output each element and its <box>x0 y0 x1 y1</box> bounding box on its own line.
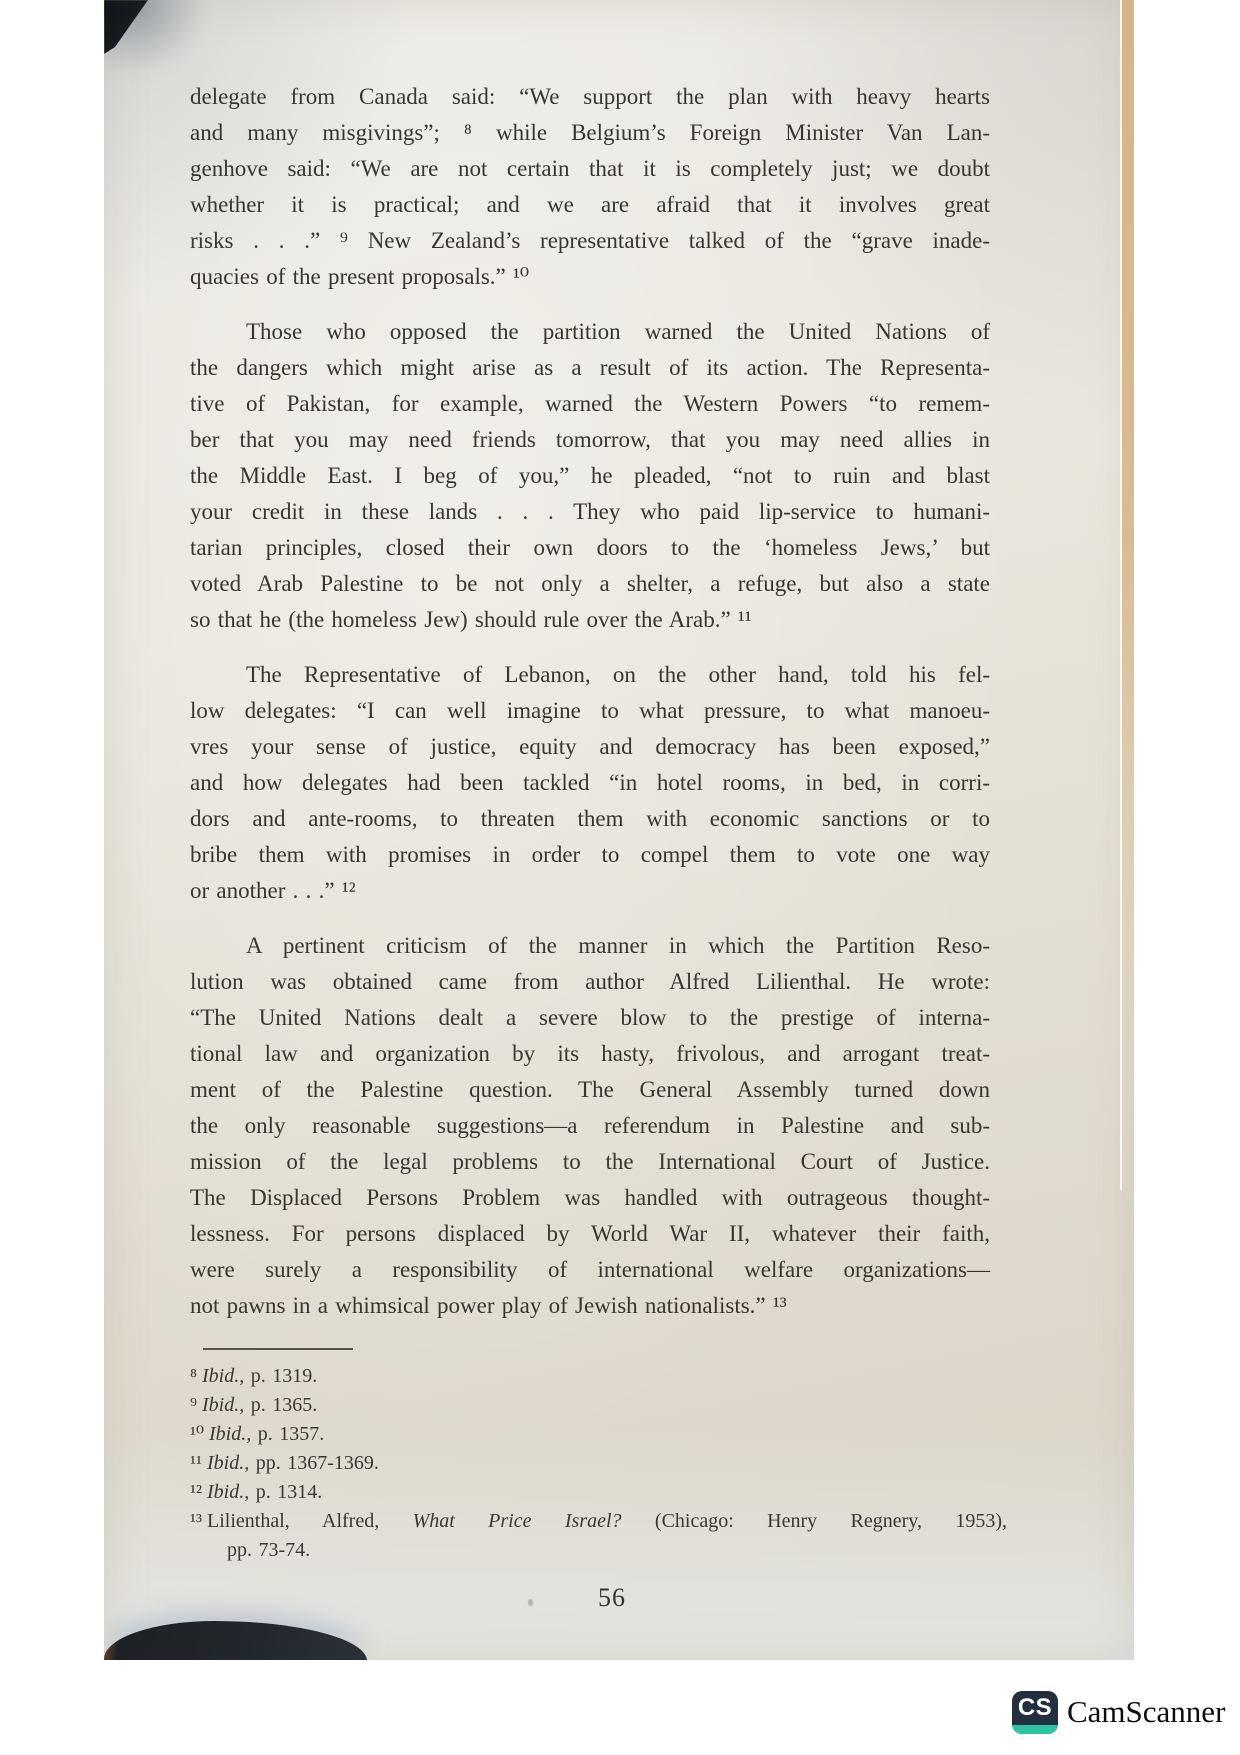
book-edge-bottom <box>104 1621 367 1660</box>
footnote-11 <box>190 1449 1007 1478</box>
footnote-italic: Ibid., <box>207 1481 250 1503</box>
footnote-book-title: What Price Israel? <box>412 1510 655 1532</box>
paragraph-1 <box>190 79 990 295</box>
text-line: genhove said: “We are not certain that it is completely just; we doubt <box>190 156 990 181</box>
footnote-text: p. 1319. <box>244 1365 318 1387</box>
footnote-text: p. 1357. <box>251 1423 325 1445</box>
text-line: quacies of the present proposals.” ¹⁰ <box>190 264 530 289</box>
footnote-text: pp. 1367-1369. <box>249 1452 379 1474</box>
text-line: low delegates: “I can well imagine to what pressure, to what manoeu- <box>190 698 990 723</box>
footnotes <box>190 1362 1007 1565</box>
camscanner-watermark <box>1012 1690 1225 1734</box>
scanned-page-photo <box>104 0 1134 1660</box>
page-number: 56 <box>598 1583 626 1612</box>
footnote-marker: ⁸ <box>190 1365 197 1387</box>
text-line: tive of Pakistan, for example, warned the Western Powers “to remem- <box>190 391 990 416</box>
footnote-marker: ¹² <box>190 1481 202 1503</box>
footnote-text: (Chicago: Henry Regnery, 1953), <box>654 1510 1007 1532</box>
footnote-separator <box>203 1348 353 1350</box>
text-line: the dangers which might arise as a result of its action. The Representa- <box>190 355 990 380</box>
footnote-italic: Ibid., <box>201 1394 245 1416</box>
footnote-12 <box>190 1478 1007 1507</box>
footnote-italic: Ibid., <box>209 1423 252 1445</box>
text-line: lessness. For persons displaced by World War II, whatever their faith, <box>190 1221 990 1246</box>
text-line: risks . . .” ⁹ New Zealand’s representative talked of the “grave inade- <box>190 228 990 253</box>
text-line: bribe them with promises in order to compel them to vote one way <box>190 842 990 867</box>
text-line: tarian principles, closed their own doors to the ‘homeless Jews,’ but <box>190 535 990 560</box>
text-line: delegate from Canada said: “We support the plan with heavy hearts <box>190 84 990 109</box>
page-edge-strip <box>1120 0 1134 1190</box>
text-line: voted Arab Palestine to be not only a shelter, a refuge, but also a state <box>190 571 990 596</box>
footnote-10 <box>190 1420 1007 1449</box>
text-line: The Representative of Lebanon, on the other hand, told his fel- <box>246 662 990 687</box>
footnote-8 <box>190 1362 1007 1391</box>
text-line: or another . . .” ¹² <box>190 878 356 903</box>
text-line: ber that you may need friends tomorrow, that you may need allies in <box>190 427 990 452</box>
footnote-italic: Ibid., <box>201 1365 245 1387</box>
page-text-column <box>190 79 1007 1565</box>
text-line: whether it is practical; and we are afraid that it involves great <box>190 192 990 217</box>
text-line: A pertinent criticism of the manner in which the Partition Reso- <box>246 933 990 958</box>
text-line: mission of the legal problems to the International Court of Justice. <box>190 1149 990 1174</box>
footnote-13-continued: pp. 73-74. <box>227 1539 311 1561</box>
text-line: the Middle East. I beg of you,” he pleaded, “not to ruin and blast <box>190 463 990 488</box>
footnote-marker: ¹¹ <box>190 1452 202 1474</box>
camscanner-icon-letters: CS <box>1017 1693 1053 1721</box>
footnote-9 <box>190 1391 1007 1420</box>
text-line: so that he (the homeless Jew) should rule over the Arab.” ¹¹ <box>190 607 752 632</box>
footnote-text: p. 1314. <box>249 1481 323 1503</box>
text-line: Those who opposed the partition warned the United Nations of <box>246 319 990 344</box>
text-line: vres your sense of justice, equity and democracy has been exposed,” <box>190 734 990 759</box>
scan-speck <box>528 1599 533 1606</box>
camscanner-icon-accent-bar <box>1012 1725 1058 1734</box>
footnote-italic: Ibid., <box>207 1452 250 1474</box>
paragraph-4 <box>190 928 990 1324</box>
footnote-13 <box>190 1507 1007 1536</box>
footnote-marker: ⁹ <box>190 1394 197 1416</box>
text-line: dors and ante-rooms, to threaten them with economic sanctions or to <box>190 806 990 831</box>
text-line: were surely a responsibility of international welfare organizations— <box>190 1257 990 1282</box>
camscanner-label: CamScanner <box>1067 1694 1226 1729</box>
text-line: and many misgivings”; ⁸ while Belgium’s Foreign Minister Van Lan- <box>190 120 990 145</box>
text-line: the only reasonable suggestions—a referendum in Palestine and sub- <box>190 1113 990 1138</box>
text-line: your credit in these lands . . . They who paid lip-service to humani- <box>190 499 990 524</box>
text-line: The Displaced Persons Problem was handled with outrageous thought- <box>190 1185 990 1210</box>
footnote-author: Lilienthal, Alfred, <box>207 1510 413 1532</box>
footnote-marker: ¹³ <box>190 1510 202 1532</box>
text-line: and how delegates had been tackled “in hotel rooms, in bed, in corri- <box>190 770 990 795</box>
text-line: tional law and organization by its hasty, frivolous, and arrogant treat- <box>190 1041 990 1066</box>
footnote-marker: ¹⁰ <box>190 1423 205 1445</box>
text-line: not pawns in a whimsical power play of Jewish nationalists.” ¹³ <box>190 1293 787 1318</box>
camscanner-icon <box>1012 1691 1058 1734</box>
footnote-text: p. 1365. <box>244 1394 318 1416</box>
text-line: ment of the Palestine question. The General Assembly turned down <box>190 1077 990 1102</box>
paragraph-2 <box>190 314 990 638</box>
text-line: “The United Nations dealt a severe blow to the prestige of interna- <box>190 1005 990 1030</box>
paragraph-3 <box>190 657 990 909</box>
text-line: lution was obtained came from author Alfred Lilienthal. He wrote: <box>190 969 990 994</box>
